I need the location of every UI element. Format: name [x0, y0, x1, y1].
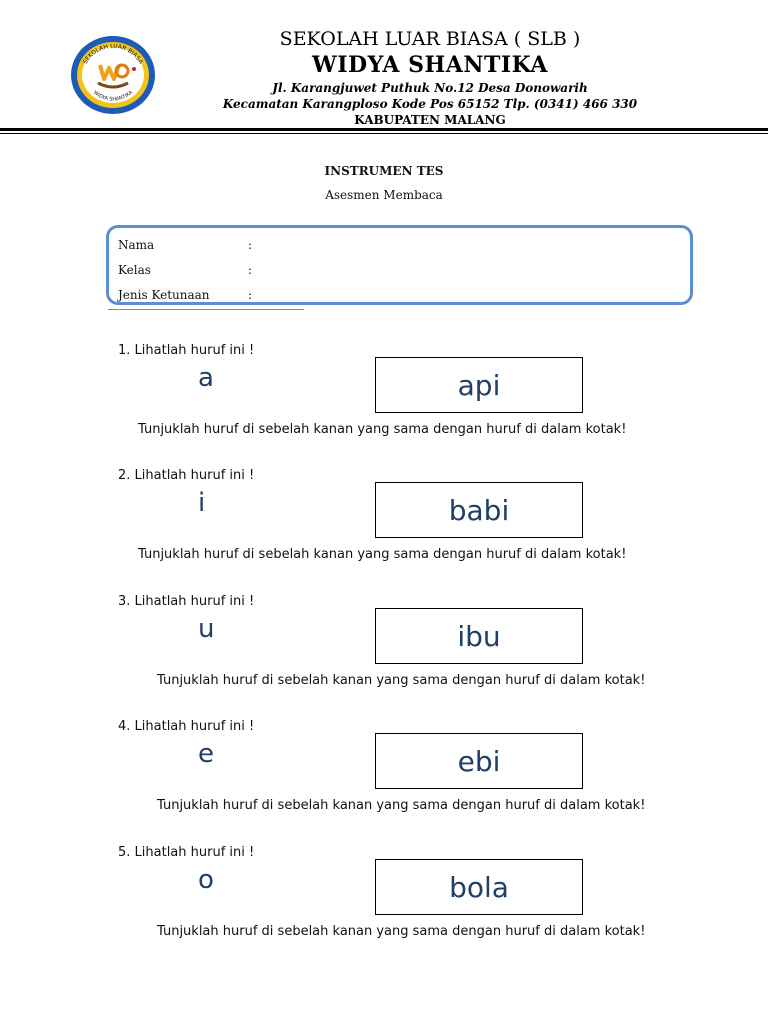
- question-letter: o: [198, 865, 214, 895]
- identity-separator: :: [248, 288, 253, 302]
- question-instruction: Tunjuklah huruf di sebelah kanan yang sama dengan huruf di dalam kotak!: [138, 547, 627, 562]
- word-box: api: [375, 357, 583, 413]
- question-letter: e: [198, 739, 214, 769]
- question-instruction: Tunjuklah huruf di sebelah kanan yang sama dengan huruf di dalam kotak!: [157, 673, 646, 688]
- question-3: [0, 594, 768, 719]
- logo-text-bottom: WIDYA SHANTIKA: [92, 89, 134, 103]
- question-5: [0, 845, 768, 970]
- question-letter: i: [198, 488, 206, 518]
- question-letter: a: [198, 363, 214, 393]
- school-name: WIDYA SHANTIKA: [312, 52, 548, 78]
- identity-label: Nama: [118, 238, 155, 252]
- school-address: Jl. Karangjuwet Puthuk No.12 Desa Donowarih: [272, 81, 588, 95]
- identity-label: Kelas: [118, 263, 151, 277]
- question-prompt: 4. Lihatlah huruf ini !: [118, 719, 255, 734]
- document-title: INSTRUMEN TES: [324, 164, 444, 178]
- identity-separator: :: [248, 238, 253, 252]
- school-regency: KABUPATEN MALANG: [354, 113, 506, 127]
- identity-row-disability: [118, 288, 252, 302]
- word-box: bola: [375, 859, 583, 915]
- question-4: [0, 719, 768, 844]
- question-instruction: Tunjuklah huruf di sebelah kanan yang sama dengan huruf di dalam kotak!: [157, 924, 646, 939]
- word-box: ibu: [375, 608, 583, 664]
- question-1: [0, 343, 768, 468]
- header-divider-thin: [0, 133, 768, 134]
- header-divider-thick: [0, 128, 768, 131]
- logo-text-top: SEKOLAH LUAR BIASA: [81, 42, 145, 66]
- identity-label: Jenis Ketunaan: [118, 288, 210, 302]
- identity-row-name: [118, 238, 252, 252]
- question-instruction: Tunjuklah huruf di sebelah kanan yang sama dengan huruf di dalam kotak!: [138, 422, 627, 437]
- question-instruction: Tunjuklah huruf di sebelah kanan yang sama dengan huruf di dalam kotak!: [157, 798, 646, 813]
- question-letter: u: [198, 614, 215, 644]
- school-district-contact: Kecamatan Karangploso Kode Pos 65152 Tlp. (0341) 466 330: [222, 97, 638, 111]
- question-prompt: 3. Lihatlah huruf ini !: [118, 594, 255, 609]
- school-type: SEKOLAH LUAR BIASA ( SLB ): [279, 28, 581, 50]
- document-subtitle: Asesmen Membaca: [325, 188, 443, 202]
- identity-row-class: [118, 263, 252, 277]
- question-prompt: 5. Lihatlah huruf ini !: [118, 845, 255, 860]
- word-box: ebi: [375, 733, 583, 789]
- school-logo: [70, 35, 156, 115]
- word-box: babi: [375, 482, 583, 538]
- identity-separator: :: [248, 263, 253, 277]
- identity-box-underline: [108, 309, 304, 310]
- question-2: [0, 468, 768, 593]
- question-prompt: 2. Lihatlah huruf ini !: [118, 468, 255, 483]
- question-prompt: 1. Lihatlah huruf ini !: [118, 343, 255, 358]
